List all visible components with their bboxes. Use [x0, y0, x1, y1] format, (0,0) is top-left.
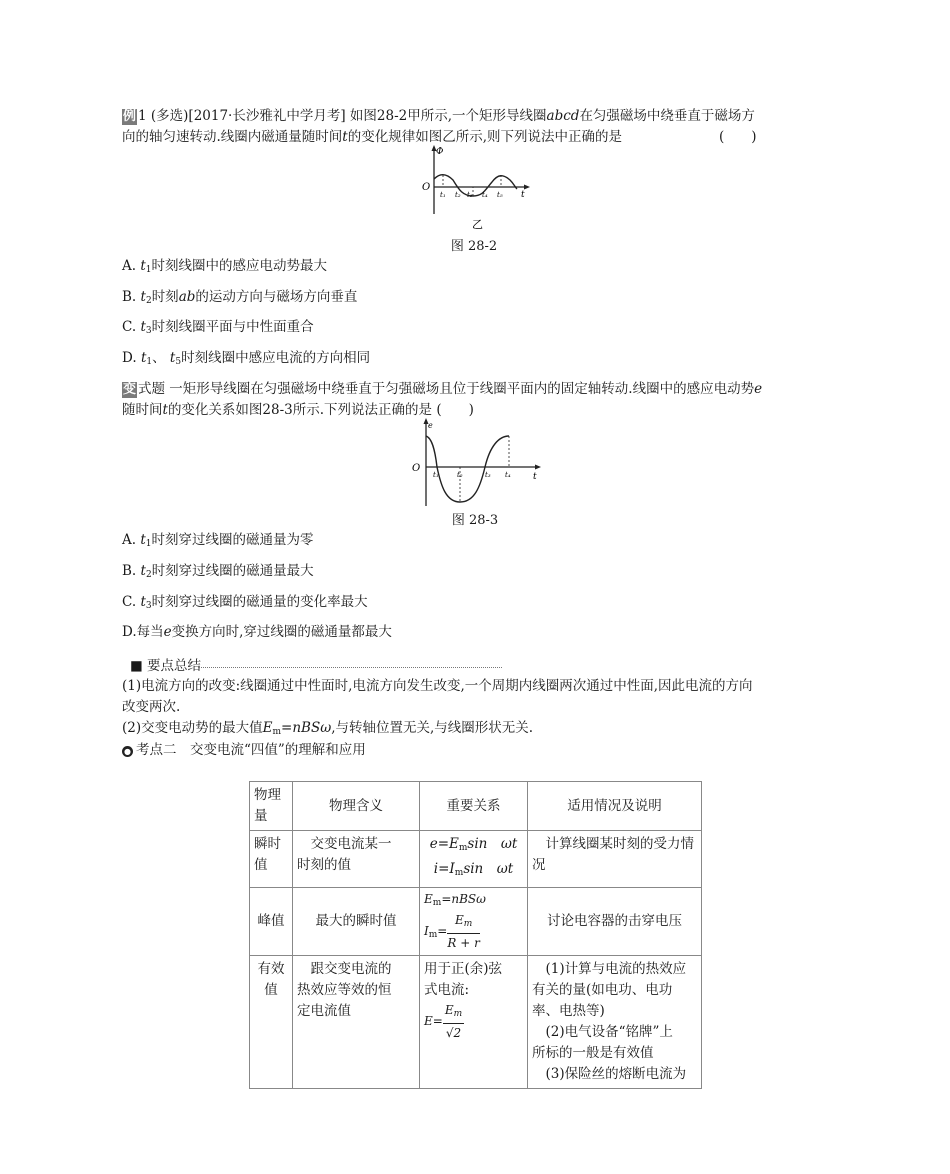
variant-line2: 随时间t的变化关系如图28-3所示.下列说法正确的是 ( ) — [122, 402, 474, 418]
table-cell: 跟交变电流的 热效应等效的恒 定电流值 — [293, 956, 420, 1089]
variant-line1: 变 式题 一矩形导线圈在匀强磁场中绕垂直于匀强磁场且位于线圈平面内的固定轴转动.线圈中的感应电动势e — [123, 381, 763, 397]
fraction: $\frac{E_m}{R + r}$ — [447, 913, 480, 950]
table-row — [250, 831, 702, 888]
figure-sublabel: 乙 — [472, 218, 483, 231]
y-axis-label: Φ — [436, 147, 444, 157]
flux-curve — [434, 175, 517, 196]
tick-label: t₂ — [457, 471, 463, 479]
summary-p1-line2: 改变两次. — [122, 699, 181, 715]
table-cell: (1)计算与电流的热效应 有关的量(如电功、电功 率、电热等) (2)电气设备“铭牌”上 所标的一般是有效值 (3)保险丝的熔断电流为 — [528, 956, 702, 1089]
table-cell: 瞬时 值 — [250, 831, 293, 888]
table-header: 物理含义 — [293, 782, 420, 831]
figure-28-2 — [415, 144, 535, 234]
variant-option-c: C. $t_3$时刻穿过线圈的磁通量的变化率最大 — [122, 594, 368, 611]
origin-label: O — [422, 182, 431, 193]
x-axis-label: t — [533, 472, 537, 482]
example1-line2: 向的轴匀速转动.线圈内磁通量随时间t的变化规律如图乙所示,则下列说法中正确的是 — [122, 129, 623, 145]
table-cell: 最大的瞬时值 — [293, 888, 420, 956]
table-cell: 计算线圈某时刻的受力情 况 — [528, 831, 702, 888]
option-c: C. $t_3$时刻线圈平面与中性面重合 — [122, 319, 314, 336]
origin-label: O — [412, 463, 421, 474]
tick-label: t₁ — [440, 191, 446, 199]
section-heading: ● 考点二 交变电流“四值”的理解和应用 — [124, 742, 366, 758]
table-header: 物理 量 — [250, 782, 293, 831]
play-circle-icon: ● — [122, 746, 133, 757]
variant-option-a: A. $t_1$时刻穿过线圈的磁通量为零 — [122, 532, 314, 549]
dotted-leader — [198, 667, 502, 668]
variant-option-d: D.每当e变换方向时,穿过线圈的磁通量都最大 — [122, 624, 392, 640]
tick-label: t₃ — [485, 471, 491, 479]
variant-option-b: B. $t_2$时刻穿过线圈的磁通量最大 — [122, 563, 314, 580]
emf-curve — [426, 436, 509, 502]
four-values-table — [249, 781, 702, 1089]
table-cell: $E_m=nBS\omega$ $I_m=$ $\frac{E_m}{R + r}$ — [420, 888, 528, 956]
table-cell: 有效 值 — [250, 956, 293, 1089]
table-header-row — [250, 782, 702, 831]
tick-label: t₅ — [497, 191, 503, 199]
tick-label: t₄ — [482, 191, 488, 199]
tick-label: t₂ — [455, 191, 461, 199]
table-cell: 用于正(余)弦 式电流: E= $\frac{E_m}{√2}$ — [420, 956, 528, 1089]
table-cell: $e=E_m\sin$ ωt $i=I_m\sin$ ωt — [420, 831, 528, 888]
summary-p2: (2)交变电动势的最大值$E_m=nBS\omega$,与转轴位置无关,与线圈形状无关. — [122, 720, 534, 737]
x-axis-arrow — [524, 185, 530, 190]
tick-label: t₄ — [505, 471, 511, 479]
table-header: 适用情况及说明 — [528, 782, 702, 831]
table-row — [250, 888, 702, 956]
example-tag: 例 — [123, 109, 137, 124]
option-b: B. $t_2$时刻ab的运动方向与磁场方向垂直 — [122, 289, 358, 306]
summary-title: ■ 要点总结 — [130, 658, 202, 674]
x-axis-arrow — [535, 465, 541, 470]
table-cell: 交变电流某一 时刻的值 — [293, 831, 420, 888]
y-axis-label: e — [428, 421, 433, 430]
option-a: A. $t_1$时刻线圈中的感应电动势最大 — [122, 258, 328, 275]
example1-line1: 例 1 (多选)[2017·长沙雅礼中学月考] 如图28-2甲所示,一个矩形导线圈abcd在匀强磁场中绕垂直于磁场方 — [123, 108, 755, 124]
table-cell: 讨论电容器的击穿电压 — [528, 888, 702, 956]
tick-label: t₃ — [467, 191, 473, 199]
x-axis-label: t — [521, 190, 525, 200]
tick-label: t₁ — [433, 471, 439, 479]
table-cell: 峰值 — [250, 888, 293, 956]
figure-28-3 — [405, 416, 545, 508]
summary-p1-line1: (1)电流方向的改变:线圈通过中性面时,电流方向发生改变,一个周期内线圈两次通过中性面,因此电流的方向 — [122, 678, 753, 694]
option-d: D. $t_1$、 $t_5$时刻线圈中感应电流的方向相同 — [122, 350, 371, 367]
answer-blank: ( ) — [719, 129, 757, 145]
figure-caption: 图 28-3 — [451, 513, 499, 528]
table-header: 重要关系 — [420, 782, 528, 831]
fraction: $\frac{E_m}{√2}$ — [444, 1003, 463, 1040]
figure-caption: 图 28-2 — [450, 239, 498, 254]
variant-tag: 变 — [123, 382, 137, 397]
table-row — [250, 956, 702, 1089]
